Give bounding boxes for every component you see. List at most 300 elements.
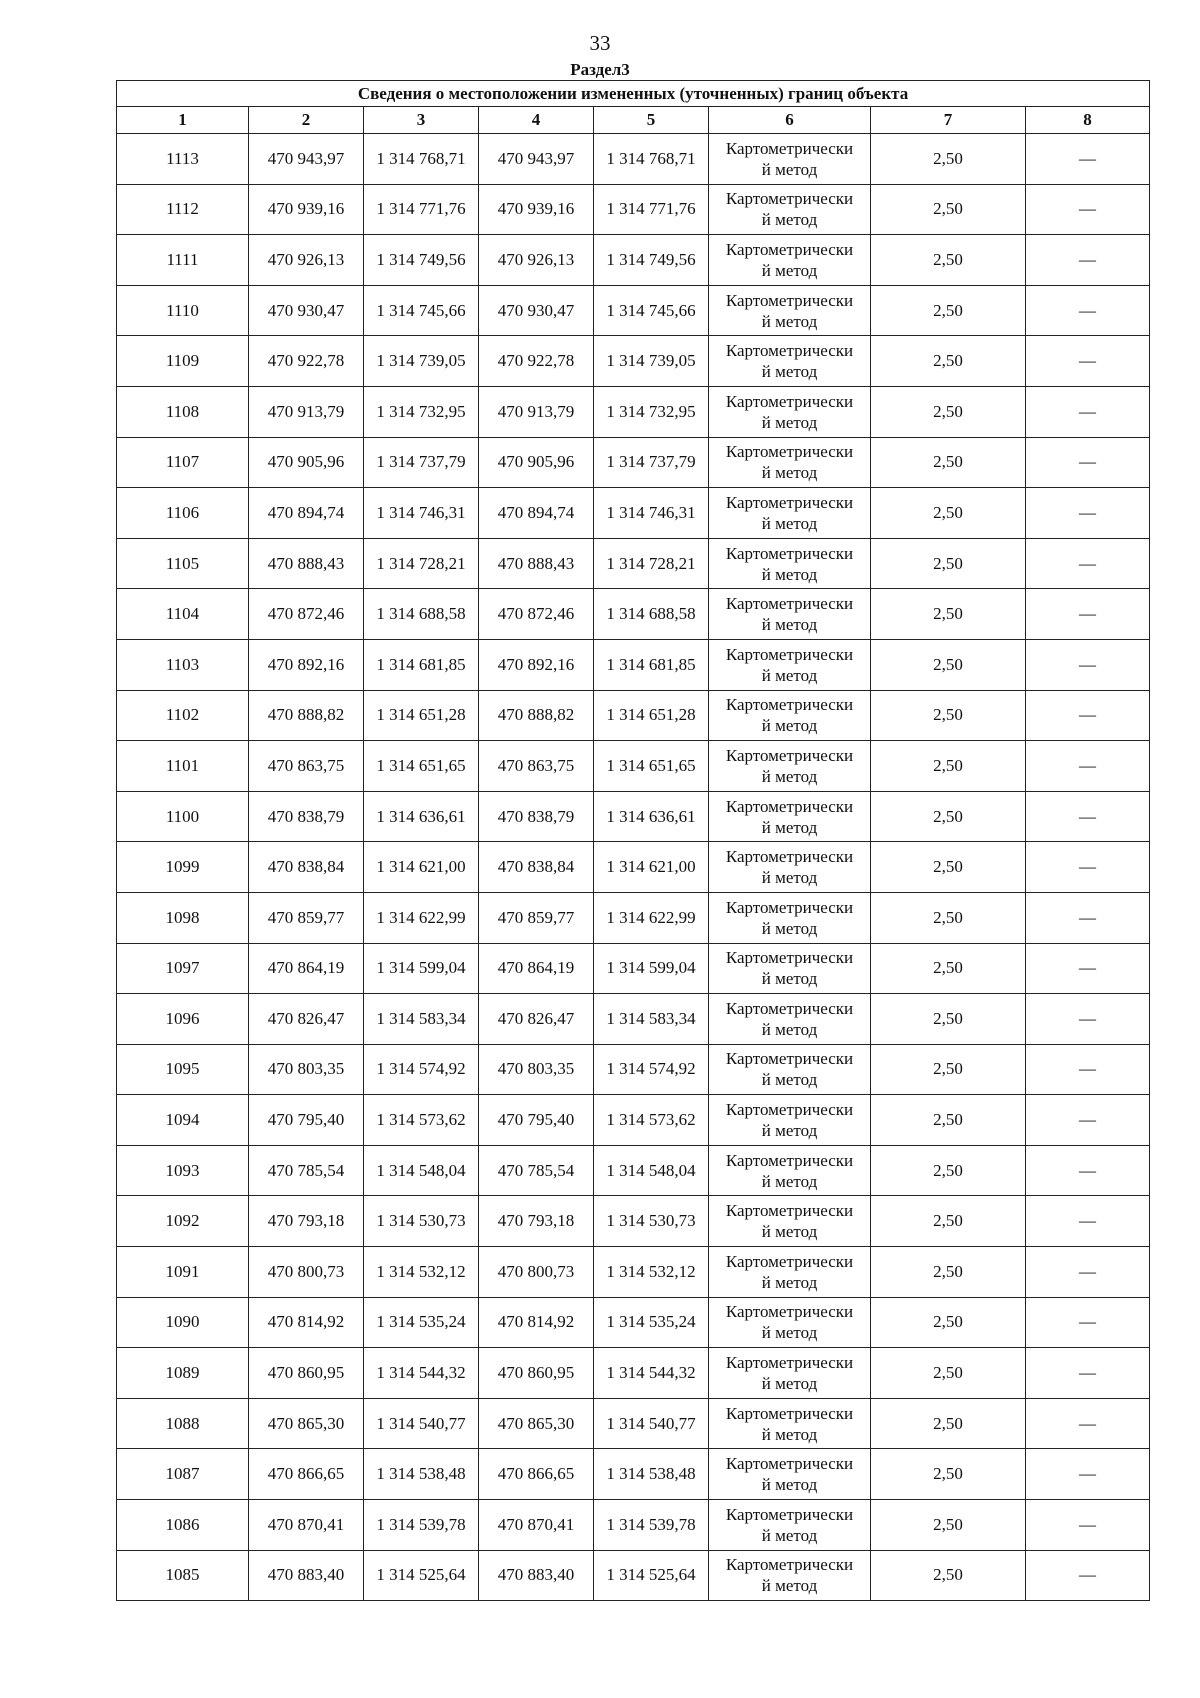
x-new-cell: 470 859,77 (479, 892, 594, 943)
table-row (117, 1196, 1150, 1247)
table-row (117, 1398, 1150, 1449)
description-cell: — (1026, 538, 1150, 589)
y-new-cell: 1 314 732,95 (594, 386, 709, 437)
point-number-cell: 1107 (117, 437, 249, 488)
boundary-coordinates-table (116, 80, 1150, 1601)
x-old-cell: 470 860,95 (249, 1348, 364, 1399)
accuracy-cell: 2,50 (871, 437, 1026, 488)
x-old-cell: 470 864,19 (249, 943, 364, 994)
method-line-1: Картометрически (725, 1150, 854, 1170)
x-new-cell: 470 793,18 (479, 1196, 594, 1247)
method-line-2: й метод (761, 311, 818, 331)
column-number: 5 (594, 107, 709, 134)
x-old-cell: 470 892,16 (249, 639, 364, 690)
method-line-2: й метод (761, 918, 818, 938)
table-row (117, 589, 1150, 640)
description-cell: — (1026, 336, 1150, 387)
table-row (117, 1550, 1150, 1601)
y-old-cell: 1 314 532,12 (364, 1247, 479, 1298)
table-row (117, 285, 1150, 336)
table-title-row (117, 81, 1150, 107)
x-old-cell: 470 926,13 (249, 235, 364, 286)
method-cell (709, 134, 871, 185)
method-cell (709, 1247, 871, 1298)
y-new-cell: 1 314 548,04 (594, 1145, 709, 1196)
accuracy-cell: 2,50 (871, 791, 1026, 842)
x-old-cell: 470 838,84 (249, 842, 364, 893)
point-number-cell: 1110 (117, 285, 249, 336)
method-cell (709, 1196, 871, 1247)
x-new-cell: 470 913,79 (479, 386, 594, 437)
table-row (117, 488, 1150, 539)
x-new-cell: 470 926,13 (479, 235, 594, 286)
description-cell: — (1026, 1145, 1150, 1196)
y-new-cell: 1 314 535,24 (594, 1297, 709, 1348)
x-new-cell: 470 866,65 (479, 1449, 594, 1500)
method-line-1: Картометрически (725, 695, 854, 715)
x-old-cell: 470 943,97 (249, 134, 364, 185)
accuracy-cell: 2,50 (871, 1550, 1026, 1601)
table-row (117, 1449, 1150, 1500)
x-old-cell: 470 866,65 (249, 1449, 364, 1500)
y-new-cell: 1 314 544,32 (594, 1348, 709, 1399)
table-row (117, 639, 1150, 690)
column-number: 4 (479, 107, 594, 134)
y-old-cell: 1 314 688,58 (364, 589, 479, 640)
table-row (117, 892, 1150, 943)
y-new-cell: 1 314 728,21 (594, 538, 709, 589)
x-old-cell: 470 888,82 (249, 690, 364, 741)
x-old-cell: 470 803,35 (249, 1044, 364, 1095)
accuracy-cell: 2,50 (871, 1044, 1026, 1095)
point-number-cell: 1111 (117, 235, 249, 286)
method-line-1: Картометрически (725, 290, 854, 310)
method-cell (709, 842, 871, 893)
description-cell: — (1026, 134, 1150, 185)
y-old-cell: 1 314 728,21 (364, 538, 479, 589)
x-old-cell: 470 795,40 (249, 1095, 364, 1146)
method-line-1: Картометрически (725, 745, 854, 765)
x-old-cell: 470 785,54 (249, 1145, 364, 1196)
method-line-1: Картометрически (725, 1403, 854, 1423)
y-old-cell: 1 314 732,95 (364, 386, 479, 437)
accuracy-cell: 2,50 (871, 639, 1026, 690)
accuracy-cell: 2,50 (871, 235, 1026, 286)
y-new-cell: 1 314 583,34 (594, 994, 709, 1045)
method-cell (709, 1449, 871, 1500)
method-line-1: Картометрически (725, 1100, 854, 1120)
method-cell (709, 285, 871, 336)
method-cell (709, 538, 871, 589)
method-line-2: й метод (761, 716, 818, 736)
y-new-cell: 1 314 532,12 (594, 1247, 709, 1298)
y-old-cell: 1 314 540,77 (364, 1398, 479, 1449)
method-line-1: Картометрически (725, 341, 854, 361)
method-cell (709, 336, 871, 387)
method-line-1: Картометрически (725, 1201, 854, 1221)
accuracy-cell: 2,50 (871, 134, 1026, 185)
method-line-1: Картометрически (725, 594, 854, 614)
point-number-cell: 1096 (117, 994, 249, 1045)
method-line-1: Картометрически (725, 442, 854, 462)
method-line-2: й метод (761, 260, 818, 280)
method-cell (709, 690, 871, 741)
x-new-cell: 470 905,96 (479, 437, 594, 488)
x-old-cell: 470 930,47 (249, 285, 364, 336)
method-line-1: Картометрически (725, 1353, 854, 1373)
y-new-cell: 1 314 538,48 (594, 1449, 709, 1500)
accuracy-cell: 2,50 (871, 589, 1026, 640)
point-number-cell: 1088 (117, 1398, 249, 1449)
x-old-cell: 470 870,41 (249, 1500, 364, 1551)
method-cell (709, 1398, 871, 1449)
point-number-cell: 1108 (117, 386, 249, 437)
method-line-2: й метод (761, 665, 818, 685)
y-old-cell: 1 314 636,61 (364, 791, 479, 842)
x-new-cell: 470 838,79 (479, 791, 594, 842)
y-new-cell: 1 314 539,78 (594, 1500, 709, 1551)
x-new-cell: 470 785,54 (479, 1145, 594, 1196)
x-new-cell: 470 838,84 (479, 842, 594, 893)
method-line-2: й метод (761, 1475, 818, 1495)
table-row (117, 1145, 1150, 1196)
x-old-cell: 470 865,30 (249, 1398, 364, 1449)
y-new-cell: 1 314 651,28 (594, 690, 709, 741)
point-number-cell: 1100 (117, 791, 249, 842)
y-old-cell: 1 314 622,99 (364, 892, 479, 943)
point-number-cell: 1109 (117, 336, 249, 387)
column-number: 7 (871, 107, 1026, 134)
point-number-cell: 1097 (117, 943, 249, 994)
y-old-cell: 1 314 681,85 (364, 639, 479, 690)
accuracy-cell: 2,50 (871, 1145, 1026, 1196)
column-number: 6 (709, 107, 871, 134)
method-line-2: й метод (761, 159, 818, 179)
table-row (117, 690, 1150, 741)
accuracy-cell: 2,50 (871, 892, 1026, 943)
table-row (117, 1348, 1150, 1399)
accuracy-cell: 2,50 (871, 1500, 1026, 1551)
page-number: 33 (589, 31, 611, 55)
description-cell: — (1026, 1044, 1150, 1095)
point-number-cell: 1101 (117, 741, 249, 792)
point-number-cell: 1103 (117, 639, 249, 690)
method-line-1: Картометрически (725, 391, 854, 411)
point-number-cell: 1102 (117, 690, 249, 741)
method-line-2: й метод (761, 1424, 818, 1444)
x-new-cell: 470 872,46 (479, 589, 594, 640)
table-row (117, 741, 1150, 792)
method-cell (709, 943, 871, 994)
y-old-cell: 1 314 538,48 (364, 1449, 479, 1500)
method-cell (709, 791, 871, 842)
x-new-cell: 470 888,43 (479, 538, 594, 589)
method-line-2: й метод (761, 412, 818, 432)
point-number-cell: 1099 (117, 842, 249, 893)
accuracy-cell: 2,50 (871, 1095, 1026, 1146)
x-new-cell: 470 863,75 (479, 741, 594, 792)
method-line-2: й метод (761, 1070, 818, 1090)
x-old-cell: 470 894,74 (249, 488, 364, 539)
method-line-2: й метод (761, 1171, 818, 1191)
x-new-cell: 470 860,95 (479, 1348, 594, 1399)
point-number-cell: 1091 (117, 1247, 249, 1298)
y-old-cell: 1 314 548,04 (364, 1145, 479, 1196)
x-new-cell: 470 795,40 (479, 1095, 594, 1146)
method-line-2: й метод (761, 868, 818, 888)
x-old-cell: 470 838,79 (249, 791, 364, 842)
y-old-cell: 1 314 737,79 (364, 437, 479, 488)
y-old-cell: 1 314 771,76 (364, 184, 479, 235)
y-old-cell: 1 314 621,00 (364, 842, 479, 893)
y-old-cell: 1 314 599,04 (364, 943, 479, 994)
x-new-cell: 470 892,16 (479, 639, 594, 690)
description-cell: — (1026, 386, 1150, 437)
y-new-cell: 1 314 739,05 (594, 336, 709, 387)
x-new-cell: 470 826,47 (479, 994, 594, 1045)
description-cell: — (1026, 285, 1150, 336)
point-number-cell: 1098 (117, 892, 249, 943)
method-line-1: Картометрически (725, 239, 854, 259)
y-old-cell: 1 314 544,32 (364, 1348, 479, 1399)
point-number-cell: 1106 (117, 488, 249, 539)
method-cell (709, 639, 871, 690)
x-new-cell: 470 803,35 (479, 1044, 594, 1095)
column-number-row (117, 107, 1150, 134)
description-cell: — (1026, 690, 1150, 741)
method-cell (709, 386, 871, 437)
y-new-cell: 1 314 771,76 (594, 184, 709, 235)
description-cell: — (1026, 994, 1150, 1045)
x-old-cell: 470 872,46 (249, 589, 364, 640)
column-number: 3 (364, 107, 479, 134)
x-old-cell: 470 939,16 (249, 184, 364, 235)
accuracy-cell: 2,50 (871, 943, 1026, 994)
method-cell (709, 892, 871, 943)
x-old-cell: 470 826,47 (249, 994, 364, 1045)
point-number-cell: 1085 (117, 1550, 249, 1601)
accuracy-cell: 2,50 (871, 1247, 1026, 1298)
x-old-cell: 470 859,77 (249, 892, 364, 943)
x-new-cell: 470 883,40 (479, 1550, 594, 1601)
table-row (117, 134, 1150, 185)
method-line-2: й метод (761, 564, 818, 584)
x-new-cell: 470 943,97 (479, 134, 594, 185)
table-row (117, 1095, 1150, 1146)
y-new-cell: 1 314 525,64 (594, 1550, 709, 1601)
accuracy-cell: 2,50 (871, 386, 1026, 437)
y-old-cell: 1 314 739,05 (364, 336, 479, 387)
table-row (117, 1044, 1150, 1095)
y-new-cell: 1 314 622,99 (594, 892, 709, 943)
method-line-2: й метод (761, 1121, 818, 1141)
method-line-1: Картометрически (725, 1302, 854, 1322)
y-old-cell: 1 314 749,56 (364, 235, 479, 286)
description-cell: — (1026, 639, 1150, 690)
x-old-cell: 470 905,96 (249, 437, 364, 488)
x-old-cell: 470 793,18 (249, 1196, 364, 1247)
method-line-1: Картометрически (725, 998, 854, 1018)
accuracy-cell: 2,50 (871, 538, 1026, 589)
method-line-1: Картометрически (725, 1555, 854, 1575)
description-cell: — (1026, 235, 1150, 286)
table-row (117, 386, 1150, 437)
y-old-cell: 1 314 583,34 (364, 994, 479, 1045)
column-number: 2 (249, 107, 364, 134)
point-number-cell: 1113 (117, 134, 249, 185)
method-line-1: Картометрически (725, 847, 854, 867)
method-line-1: Картометрически (725, 1454, 854, 1474)
x-new-cell: 470 800,73 (479, 1247, 594, 1298)
accuracy-cell: 2,50 (871, 842, 1026, 893)
description-cell: — (1026, 1297, 1150, 1348)
table-title: Сведения о местоположении измененных (уточненных) границ объекта (117, 81, 1150, 107)
method-cell (709, 1348, 871, 1399)
table-row (117, 1247, 1150, 1298)
method-cell (709, 994, 871, 1045)
y-new-cell: 1 314 746,31 (594, 488, 709, 539)
y-new-cell: 1 314 651,65 (594, 741, 709, 792)
description-cell: — (1026, 1398, 1150, 1449)
y-new-cell: 1 314 768,71 (594, 134, 709, 185)
method-cell (709, 235, 871, 286)
point-number-cell: 1094 (117, 1095, 249, 1146)
table-row (117, 184, 1150, 235)
y-old-cell: 1 314 651,65 (364, 741, 479, 792)
x-new-cell: 470 930,47 (479, 285, 594, 336)
description-cell: — (1026, 1449, 1150, 1500)
table-row (117, 1297, 1150, 1348)
x-old-cell: 470 888,43 (249, 538, 364, 589)
table-row (117, 943, 1150, 994)
method-line-2: й метод (761, 463, 818, 483)
method-line-1: Картометрически (725, 138, 854, 158)
description-cell: — (1026, 741, 1150, 792)
method-line-2: й метод (761, 969, 818, 989)
method-line-1: Картометрически (725, 1504, 854, 1524)
y-new-cell: 1 314 540,77 (594, 1398, 709, 1449)
accuracy-cell: 2,50 (871, 741, 1026, 792)
description-cell: — (1026, 791, 1150, 842)
x-new-cell: 470 922,78 (479, 336, 594, 387)
accuracy-cell: 2,50 (871, 1196, 1026, 1247)
method-line-2: й метод (761, 615, 818, 635)
method-cell (709, 741, 871, 792)
accuracy-cell: 2,50 (871, 1348, 1026, 1399)
y-old-cell: 1 314 525,64 (364, 1550, 479, 1601)
y-new-cell: 1 314 681,85 (594, 639, 709, 690)
y-old-cell: 1 314 574,92 (364, 1044, 479, 1095)
description-cell: — (1026, 1247, 1150, 1298)
accuracy-cell: 2,50 (871, 184, 1026, 235)
method-cell (709, 1297, 871, 1348)
y-new-cell: 1 314 573,62 (594, 1095, 709, 1146)
x-old-cell: 470 800,73 (249, 1247, 364, 1298)
y-old-cell: 1 314 745,66 (364, 285, 479, 336)
method-line-1: Картометрически (725, 189, 854, 209)
accuracy-cell: 2,50 (871, 336, 1026, 387)
method-line-1: Картометрически (725, 1049, 854, 1069)
point-number-cell: 1093 (117, 1145, 249, 1196)
y-new-cell: 1 314 636,61 (594, 791, 709, 842)
method-line-1: Картометрически (725, 897, 854, 917)
method-cell (709, 184, 871, 235)
method-cell (709, 1044, 871, 1095)
x-new-cell: 470 865,30 (479, 1398, 594, 1449)
y-old-cell: 1 314 746,31 (364, 488, 479, 539)
x-old-cell: 470 922,78 (249, 336, 364, 387)
point-number-cell: 1104 (117, 589, 249, 640)
y-old-cell: 1 314 539,78 (364, 1500, 479, 1551)
description-cell: — (1026, 1550, 1150, 1601)
description-cell: — (1026, 943, 1150, 994)
method-cell (709, 1095, 871, 1146)
table-body (117, 134, 1150, 1601)
method-cell (709, 437, 871, 488)
method-line-2: й метод (761, 362, 818, 382)
y-new-cell: 1 314 621,00 (594, 842, 709, 893)
method-cell (709, 1550, 871, 1601)
table-row (117, 235, 1150, 286)
accuracy-cell: 2,50 (871, 690, 1026, 741)
table-row (117, 437, 1150, 488)
x-new-cell: 470 870,41 (479, 1500, 594, 1551)
accuracy-cell: 2,50 (871, 1297, 1026, 1348)
y-old-cell: 1 314 530,73 (364, 1196, 479, 1247)
point-number-cell: 1112 (117, 184, 249, 235)
method-line-1: Картометрически (725, 644, 854, 664)
method-line-1: Картометрически (725, 543, 854, 563)
method-line-2: й метод (761, 513, 818, 533)
method-line-2: й метод (761, 1525, 818, 1545)
description-cell: — (1026, 1500, 1150, 1551)
method-line-1: Картометрически (725, 492, 854, 512)
method-line-2: й метод (761, 1019, 818, 1039)
method-line-2: й метод (761, 1222, 818, 1242)
description-cell: — (1026, 589, 1150, 640)
table-row (117, 538, 1150, 589)
method-cell (709, 589, 871, 640)
method-cell (709, 488, 871, 539)
point-number-cell: 1089 (117, 1348, 249, 1399)
method-cell (709, 1500, 871, 1551)
table-row (117, 336, 1150, 387)
point-number-cell: 1092 (117, 1196, 249, 1247)
x-new-cell: 470 864,19 (479, 943, 594, 994)
accuracy-cell: 2,50 (871, 285, 1026, 336)
description-cell: — (1026, 842, 1150, 893)
table-row (117, 994, 1150, 1045)
description-cell: — (1026, 892, 1150, 943)
description-cell: — (1026, 184, 1150, 235)
method-line-1: Картометрически (725, 948, 854, 968)
accuracy-cell: 2,50 (871, 1398, 1026, 1449)
point-number-cell: 1087 (117, 1449, 249, 1500)
x-new-cell: 470 894,74 (479, 488, 594, 539)
table-row (117, 1500, 1150, 1551)
y-new-cell: 1 314 530,73 (594, 1196, 709, 1247)
y-new-cell: 1 314 749,56 (594, 235, 709, 286)
y-new-cell: 1 314 737,79 (594, 437, 709, 488)
method-line-1: Картометрически (725, 796, 854, 816)
y-new-cell: 1 314 574,92 (594, 1044, 709, 1095)
point-number-cell: 1090 (117, 1297, 249, 1348)
x-new-cell: 470 888,82 (479, 690, 594, 741)
y-old-cell: 1 314 768,71 (364, 134, 479, 185)
column-number: 8 (1026, 107, 1150, 134)
method-line-1: Картометрически (725, 1251, 854, 1271)
x-old-cell: 470 863,75 (249, 741, 364, 792)
